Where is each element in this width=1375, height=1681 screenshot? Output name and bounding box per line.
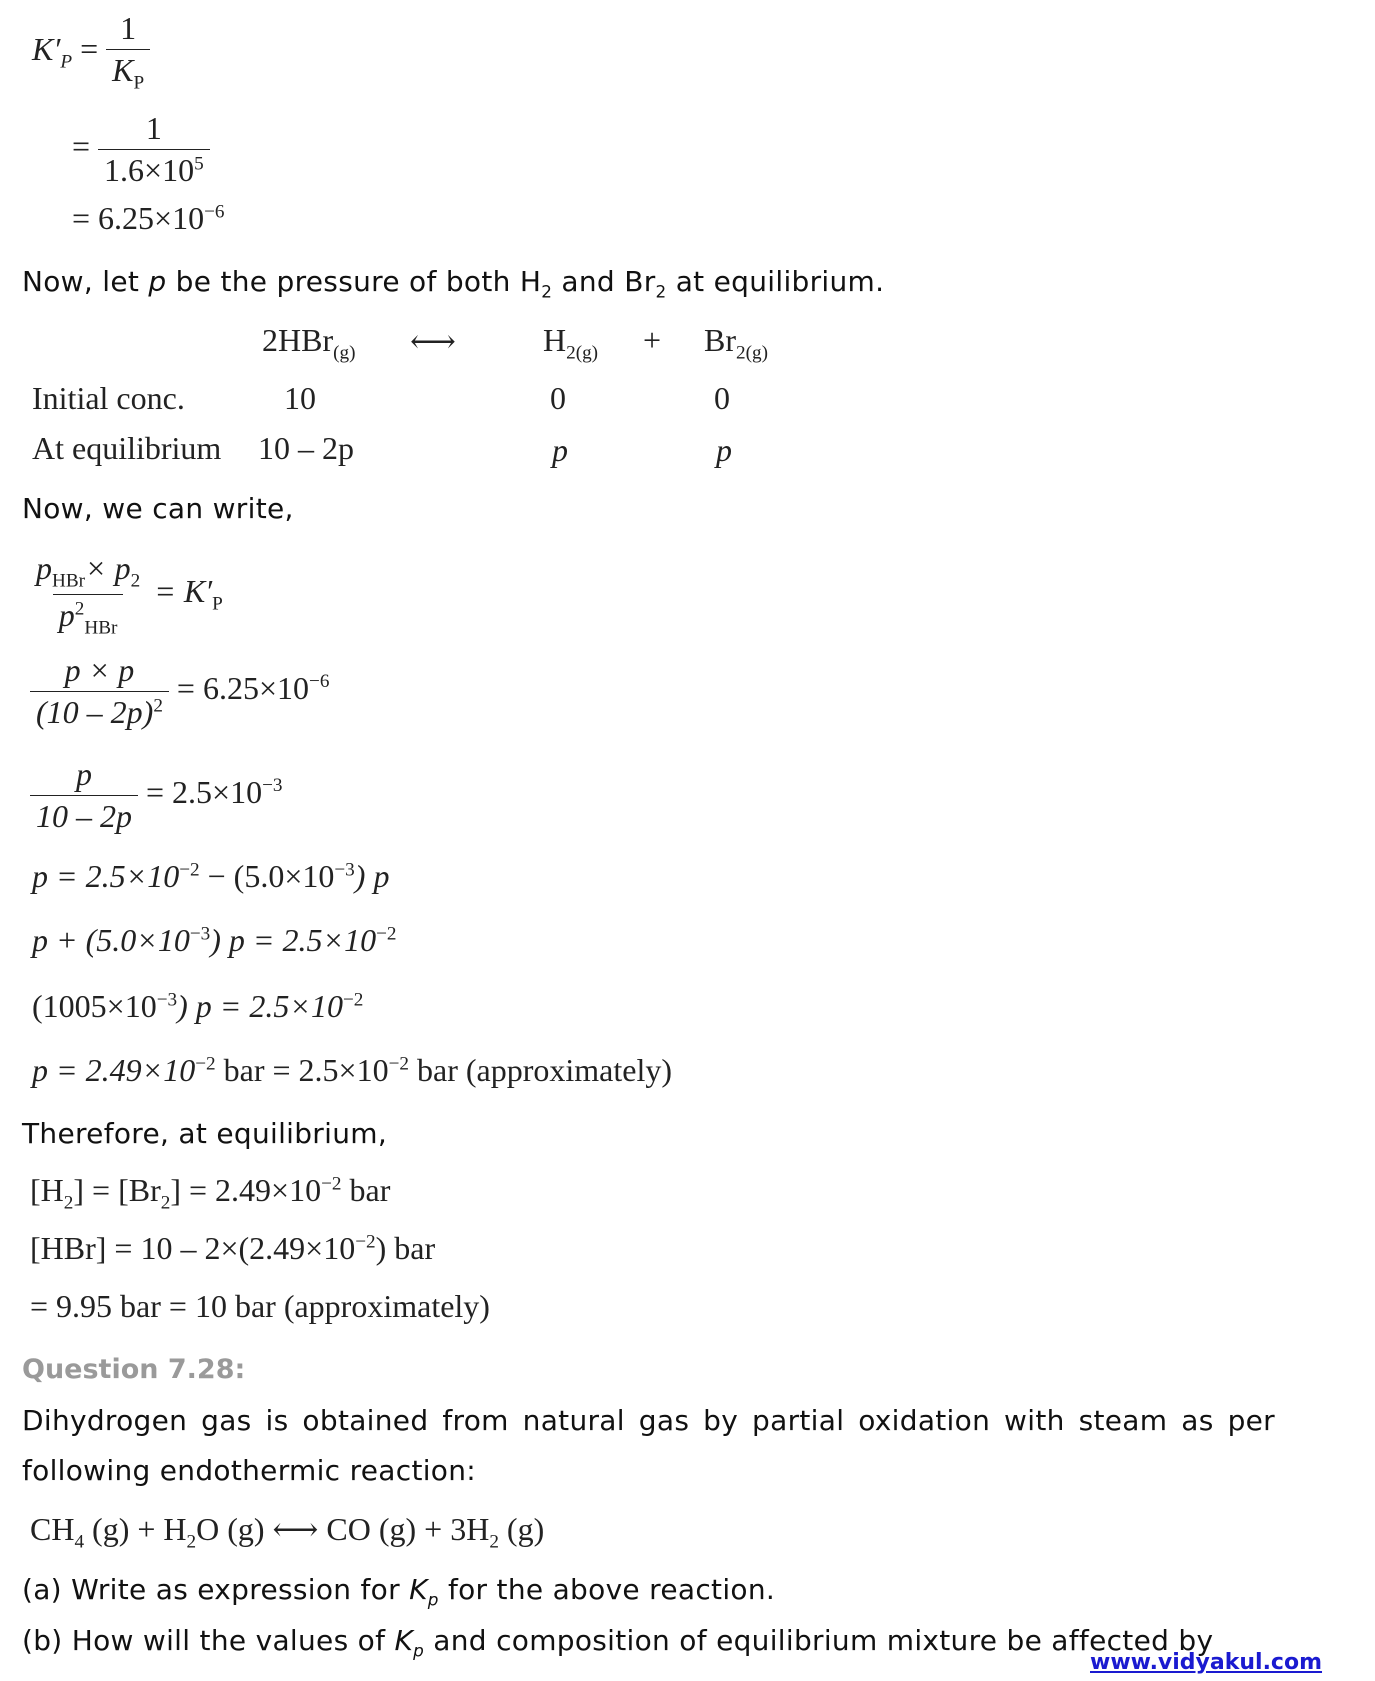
row-label-initial: Initial conc. bbox=[32, 380, 185, 416]
question-part-a: (a) Write as expression for $K_p$ for the above reaction. bbox=[22, 1573, 776, 1610]
equilibrium-h2: p bbox=[552, 432, 568, 468]
equilibrium-arrow: ⟷ bbox=[410, 323, 456, 359]
initial-hbr: 10 bbox=[284, 380, 316, 416]
final-h2-br2: $[H_2] = [Br_2] = 2.49\times 10^{-2}$ bar bbox=[30, 1172, 391, 1214]
initial-br2: 0 bbox=[714, 380, 730, 416]
step-4: $p = 2.49\times 10^{-2}$ bar = $2.5\times 10^{-2}$ bar (approximately) bbox=[32, 1052, 672, 1088]
therefore-text: Therefore, at equilibrium, bbox=[22, 1117, 388, 1150]
write-text: Now, we can write, bbox=[22, 492, 294, 525]
question-paragraph-line1: Dihydrogen gas is obtained from natural gas by partial oxidation with steam as per bbox=[22, 1404, 1275, 1437]
product-h2: $H_{2(g)}$ bbox=[543, 322, 599, 364]
step-2: $p + (5.0\times 10^{-3}) p = 2.5\times 10^{-2}$ bbox=[32, 922, 397, 958]
kp-result: = $6.25\times 10^{-6}$ bbox=[72, 200, 225, 236]
equation-p-squared: $\frac{p \times p}{(10 - 2p)^2}$ = $6.25\times 10^{-6}$ bbox=[30, 652, 329, 731]
step-3: $(1005\times 10^{-3}) p = 2.5\times 10^{-2}$ bbox=[32, 988, 364, 1024]
question-heading: Question 7.28: bbox=[22, 1354, 246, 1385]
final-hbr-approx: = 9.95 bar = 10 bar (approximately) bbox=[30, 1288, 490, 1324]
row-label-equilibrium: At equilibrium bbox=[32, 430, 222, 466]
kp-value-fraction: = $\frac{1}{1.6\times 10^5}$ bbox=[72, 110, 210, 189]
kp-reciprocal-equation: $K'_P$ = $\frac{1}{K_P}$ bbox=[32, 10, 150, 94]
plus-sign: + bbox=[643, 322, 662, 358]
final-hbr: $[HBr] = 10 - 2\times(2.49\times 10^{-2})$ bar bbox=[30, 1230, 436, 1266]
pressure-intro-text: Now, let p be the pressure of both $H_2$ and $Br_2$ at equilibrium. bbox=[22, 265, 885, 302]
equation-partial-pressures: $\frac{p_{HBr}\times p_2}{p^2_{HBr}}$ = $K'_P$ bbox=[36, 550, 223, 639]
initial-h2: 0 bbox=[550, 380, 566, 416]
methane-steam-reaction: $CH_4$ $(g) + H_2O$ (g) ⟷ CO $(g) + 3H_2$ (g) bbox=[30, 1511, 545, 1553]
question-part-b: (b) How will the values of $K_p$ and composition of equilibrium mixture be affected by bbox=[22, 1624, 1214, 1661]
equation-sqrt: $\frac{p}{10 - 2p}$ = $2.5\times 10^{-3}$ bbox=[30, 756, 283, 835]
product-br2: $Br_{2(g)}$ bbox=[704, 322, 768, 364]
website-link[interactable]: www.vidyakul.com bbox=[1090, 1650, 1323, 1675]
step-1: $p = 2.5\times 10^{-2} - (5.0\times 10^{-3})$ p bbox=[32, 858, 390, 894]
equilibrium-hbr: 10 – 2p bbox=[258, 430, 354, 466]
question-paragraph-line2: following endothermic reaction: bbox=[22, 1454, 477, 1487]
reactant-hbr: 2HBr$_{(g)}$ bbox=[262, 322, 356, 364]
equilibrium-br2: p bbox=[716, 432, 732, 468]
